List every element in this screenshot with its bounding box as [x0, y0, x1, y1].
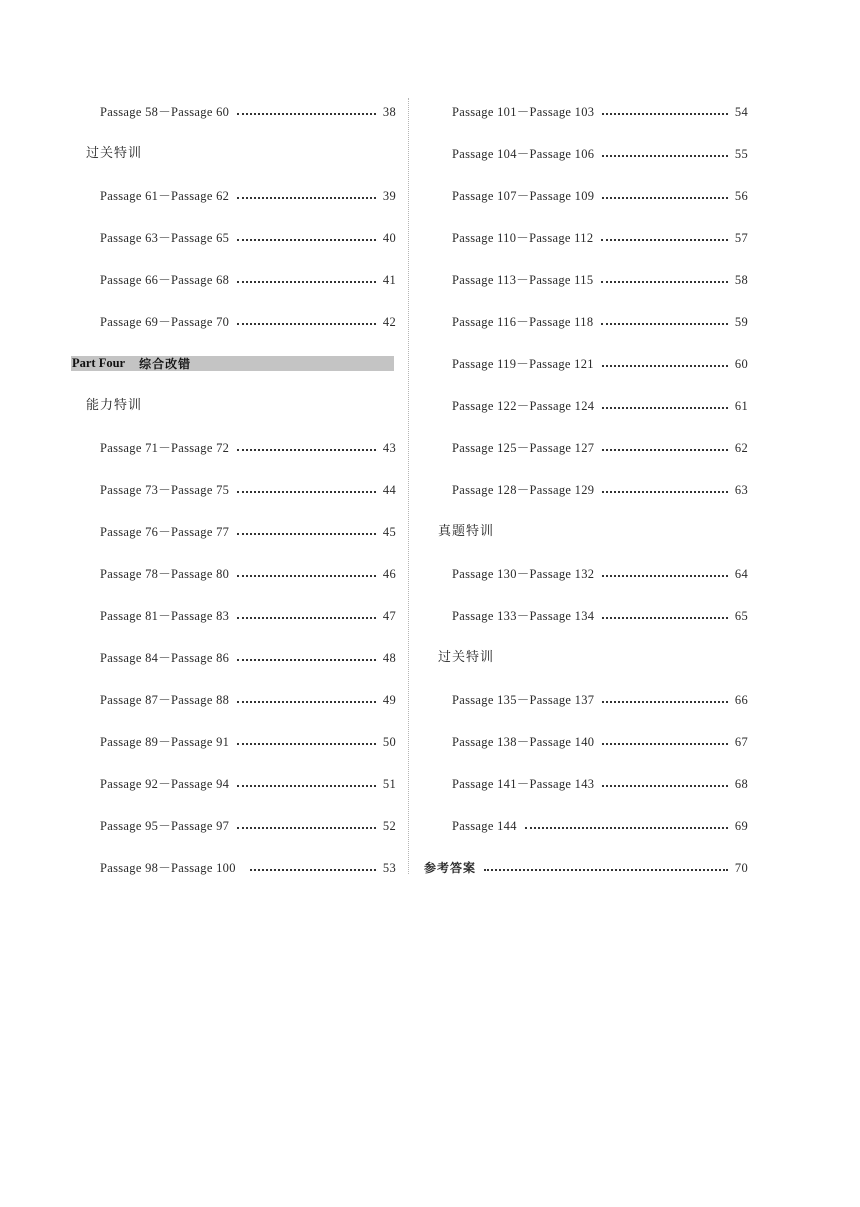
toc-entry[interactable] — [100, 184, 396, 208]
toc-entry-title: Passage 92－Passage 94 — [100, 777, 230, 791]
toc-entry-title: Passage 95－Passage 97 — [100, 819, 230, 833]
dot-leader — [602, 784, 728, 787]
toc-entry[interactable] — [452, 814, 748, 838]
dot-leader — [237, 700, 376, 703]
toc-entry-title: Passage 122－Passage 124 — [452, 399, 595, 413]
toc-entry-title: Passage 73－Passage 75 — [100, 483, 230, 497]
toc-entry[interactable] — [452, 352, 748, 376]
dot-leader — [602, 364, 728, 367]
toc-entry[interactable] — [100, 436, 396, 460]
toc-entry[interactable] — [452, 142, 748, 166]
toc-entry-title: Passage 63－Passage 65 — [100, 231, 230, 245]
toc-entry-page: 69 — [734, 819, 748, 833]
toc-entry[interactable] — [100, 730, 396, 754]
toc-entry-title: Passage 61－Passage 62 — [100, 189, 230, 203]
toc-entry-title: Passage 104－Passage 106 — [452, 147, 595, 161]
toc-entry[interactable] — [452, 100, 748, 124]
toc-entry-title: Passage 138－Passage 140 — [452, 735, 595, 749]
toc-entry-title: Passage 128－Passage 129 — [452, 483, 595, 497]
dot-leader — [237, 112, 376, 115]
section-heading: 过关特训 — [438, 650, 495, 665]
toc-entry-title: Passage 133－Passage 134 — [452, 609, 595, 623]
dot-leader — [237, 196, 376, 199]
dot-leader — [237, 238, 376, 241]
toc-entry-page: 48 — [382, 651, 396, 665]
toc-entry-title: Passage 116－Passage 118 — [452, 315, 594, 329]
toc-entry-page: 53 — [382, 861, 396, 875]
toc-entry-page: 38 — [382, 105, 396, 119]
dot-leader — [484, 868, 728, 871]
toc-entry-page: 68 — [734, 777, 748, 791]
toc-entry-page: 67 — [734, 735, 748, 749]
toc-entry[interactable] — [100, 772, 396, 796]
toc-entry-title: Passage 84－Passage 86 — [100, 651, 230, 665]
toc-entry-page: 41 — [382, 273, 396, 287]
toc-entry-title: Passage 81－Passage 83 — [100, 609, 230, 623]
toc-entry-title: Passage 89－Passage 91 — [100, 735, 230, 749]
toc-entry-page: 52 — [382, 819, 396, 833]
dot-leader — [602, 154, 728, 157]
dot-leader — [602, 112, 728, 115]
dot-leader — [601, 322, 728, 325]
part-header-bar[interactable] — [71, 356, 394, 371]
dot-leader — [237, 742, 376, 745]
dot-leader — [602, 700, 728, 703]
dot-leader — [237, 490, 376, 493]
toc-entry-title: Passage 58－Passage 60 — [100, 105, 230, 119]
toc-entry-title: Passage 130－Passage 132 — [452, 567, 595, 581]
toc-entry-page: 66 — [734, 693, 748, 707]
section-heading: 真题特训 — [438, 524, 495, 539]
section-heading: 能力特训 — [86, 398, 143, 413]
toc-entry-page: 46 — [382, 567, 396, 581]
toc-entry-page: 63 — [734, 483, 748, 497]
toc-entry-page: 65 — [734, 609, 748, 623]
toc-entry[interactable] — [452, 730, 748, 754]
dot-leader — [237, 448, 376, 451]
toc-entry[interactable] — [452, 268, 748, 292]
dot-leader — [525, 826, 728, 829]
toc-entry-title: Passage 119－Passage 121 — [452, 357, 594, 371]
toc-entry[interactable] — [100, 310, 396, 334]
dot-leader — [601, 280, 728, 283]
toc-entry-page: 39 — [382, 189, 396, 203]
toc-entry-title: Passage 135－Passage 137 — [452, 693, 595, 707]
toc-entry-page: 59 — [734, 315, 748, 329]
toc-entry[interactable] — [100, 520, 396, 544]
toc-entry[interactable] — [452, 562, 748, 586]
dot-leader — [602, 490, 728, 493]
toc-entry-page: 45 — [382, 525, 396, 539]
toc-entry-page: 50 — [382, 735, 396, 749]
dot-leader — [237, 322, 376, 325]
dot-leader — [250, 868, 376, 871]
toc-entry[interactable] — [452, 394, 748, 418]
toc-entry-page: 49 — [382, 693, 396, 707]
toc-entry[interactable] — [100, 562, 396, 586]
dot-leader — [237, 616, 376, 619]
toc-entry[interactable] — [100, 646, 396, 670]
dot-leader — [602, 406, 728, 409]
toc-entry-title: Passage 107－Passage 109 — [452, 189, 595, 203]
toc-entry-page: 54 — [734, 105, 748, 119]
toc-entry-answers[interactable] — [424, 856, 748, 880]
toc-entry[interactable] — [452, 226, 748, 250]
toc-entry[interactable] — [100, 856, 396, 880]
toc-entry-title: Passage 69－Passage 70 — [100, 315, 230, 329]
dot-leader — [602, 574, 728, 577]
toc-entry[interactable] — [452, 310, 748, 334]
toc-entry[interactable] — [100, 226, 396, 250]
toc-entry-page: 60 — [734, 357, 748, 371]
toc-entry-page: 40 — [382, 231, 396, 245]
toc-entry[interactable] — [452, 604, 748, 628]
toc-entry-title: Passage 125－Passage 127 — [452, 441, 595, 455]
toc-entry[interactable] — [100, 268, 396, 292]
toc-entry[interactable] — [100, 478, 396, 502]
toc-entry-page: 56 — [734, 189, 748, 203]
toc-entry-title: Passage 144 — [452, 819, 517, 833]
dot-leader — [237, 826, 376, 829]
toc-entry-title: Passage 98－Passage 100 — [100, 861, 236, 875]
toc-entry-page: 58 — [734, 273, 748, 287]
toc-entry-title: Passage 110－Passage 112 — [452, 231, 594, 245]
dot-leader — [602, 196, 728, 199]
toc-entry[interactable] — [100, 688, 396, 712]
dot-leader — [602, 616, 728, 619]
toc-entry[interactable] — [100, 604, 396, 628]
dot-leader — [237, 532, 376, 535]
toc-entry-page: 57 — [734, 231, 748, 245]
toc-entry-title: Passage 87－Passage 88 — [100, 693, 230, 707]
toc-entry-page: 42 — [382, 315, 396, 329]
toc-entry-title: Passage 76－Passage 77 — [100, 525, 230, 539]
toc-entry-title: Passage 141－Passage 143 — [452, 777, 595, 791]
toc-entry-page: 44 — [382, 483, 396, 497]
toc-entry-title: Passage 78－Passage 80 — [100, 567, 230, 581]
toc-entry-title: Passage 71－Passage 72 — [100, 441, 230, 455]
answers-page: 70 — [734, 861, 748, 875]
dot-leader — [237, 784, 376, 787]
toc-entry[interactable] — [452, 688, 748, 712]
section-heading: 过关特训 — [86, 146, 143, 161]
toc-entry[interactable] — [452, 436, 748, 460]
dot-leader — [237, 574, 376, 577]
toc-entry-page: 47 — [382, 609, 396, 623]
answers-title: 参考答案 — [424, 861, 477, 875]
toc-entry-title: Passage 101－Passage 103 — [452, 105, 595, 119]
toc-entry[interactable] — [100, 100, 396, 124]
dot-leader — [601, 238, 728, 241]
toc-entry-page: 61 — [734, 399, 748, 413]
part-label: Part Four — [72, 356, 126, 370]
dot-leader — [602, 448, 728, 451]
toc-entry[interactable] — [452, 184, 748, 208]
toc-entry-title: Passage 66－Passage 68 — [100, 273, 230, 287]
toc-entry[interactable] — [452, 478, 748, 502]
toc-entry-page: 51 — [382, 777, 396, 791]
dot-leader — [237, 280, 376, 283]
toc-entry-page: 64 — [734, 567, 748, 581]
toc-entry-page: 55 — [734, 147, 748, 161]
dot-leader — [602, 742, 728, 745]
dot-leader — [237, 658, 376, 661]
column-divider — [408, 98, 409, 874]
toc-entry[interactable] — [100, 814, 396, 838]
toc-entry-page: 62 — [734, 441, 748, 455]
part-title: 综合改错 — [139, 357, 192, 371]
toc-entry-page: 43 — [382, 441, 396, 455]
toc-entry-title: Passage 113－Passage 115 — [452, 273, 594, 287]
toc-entry[interactable] — [452, 772, 748, 796]
